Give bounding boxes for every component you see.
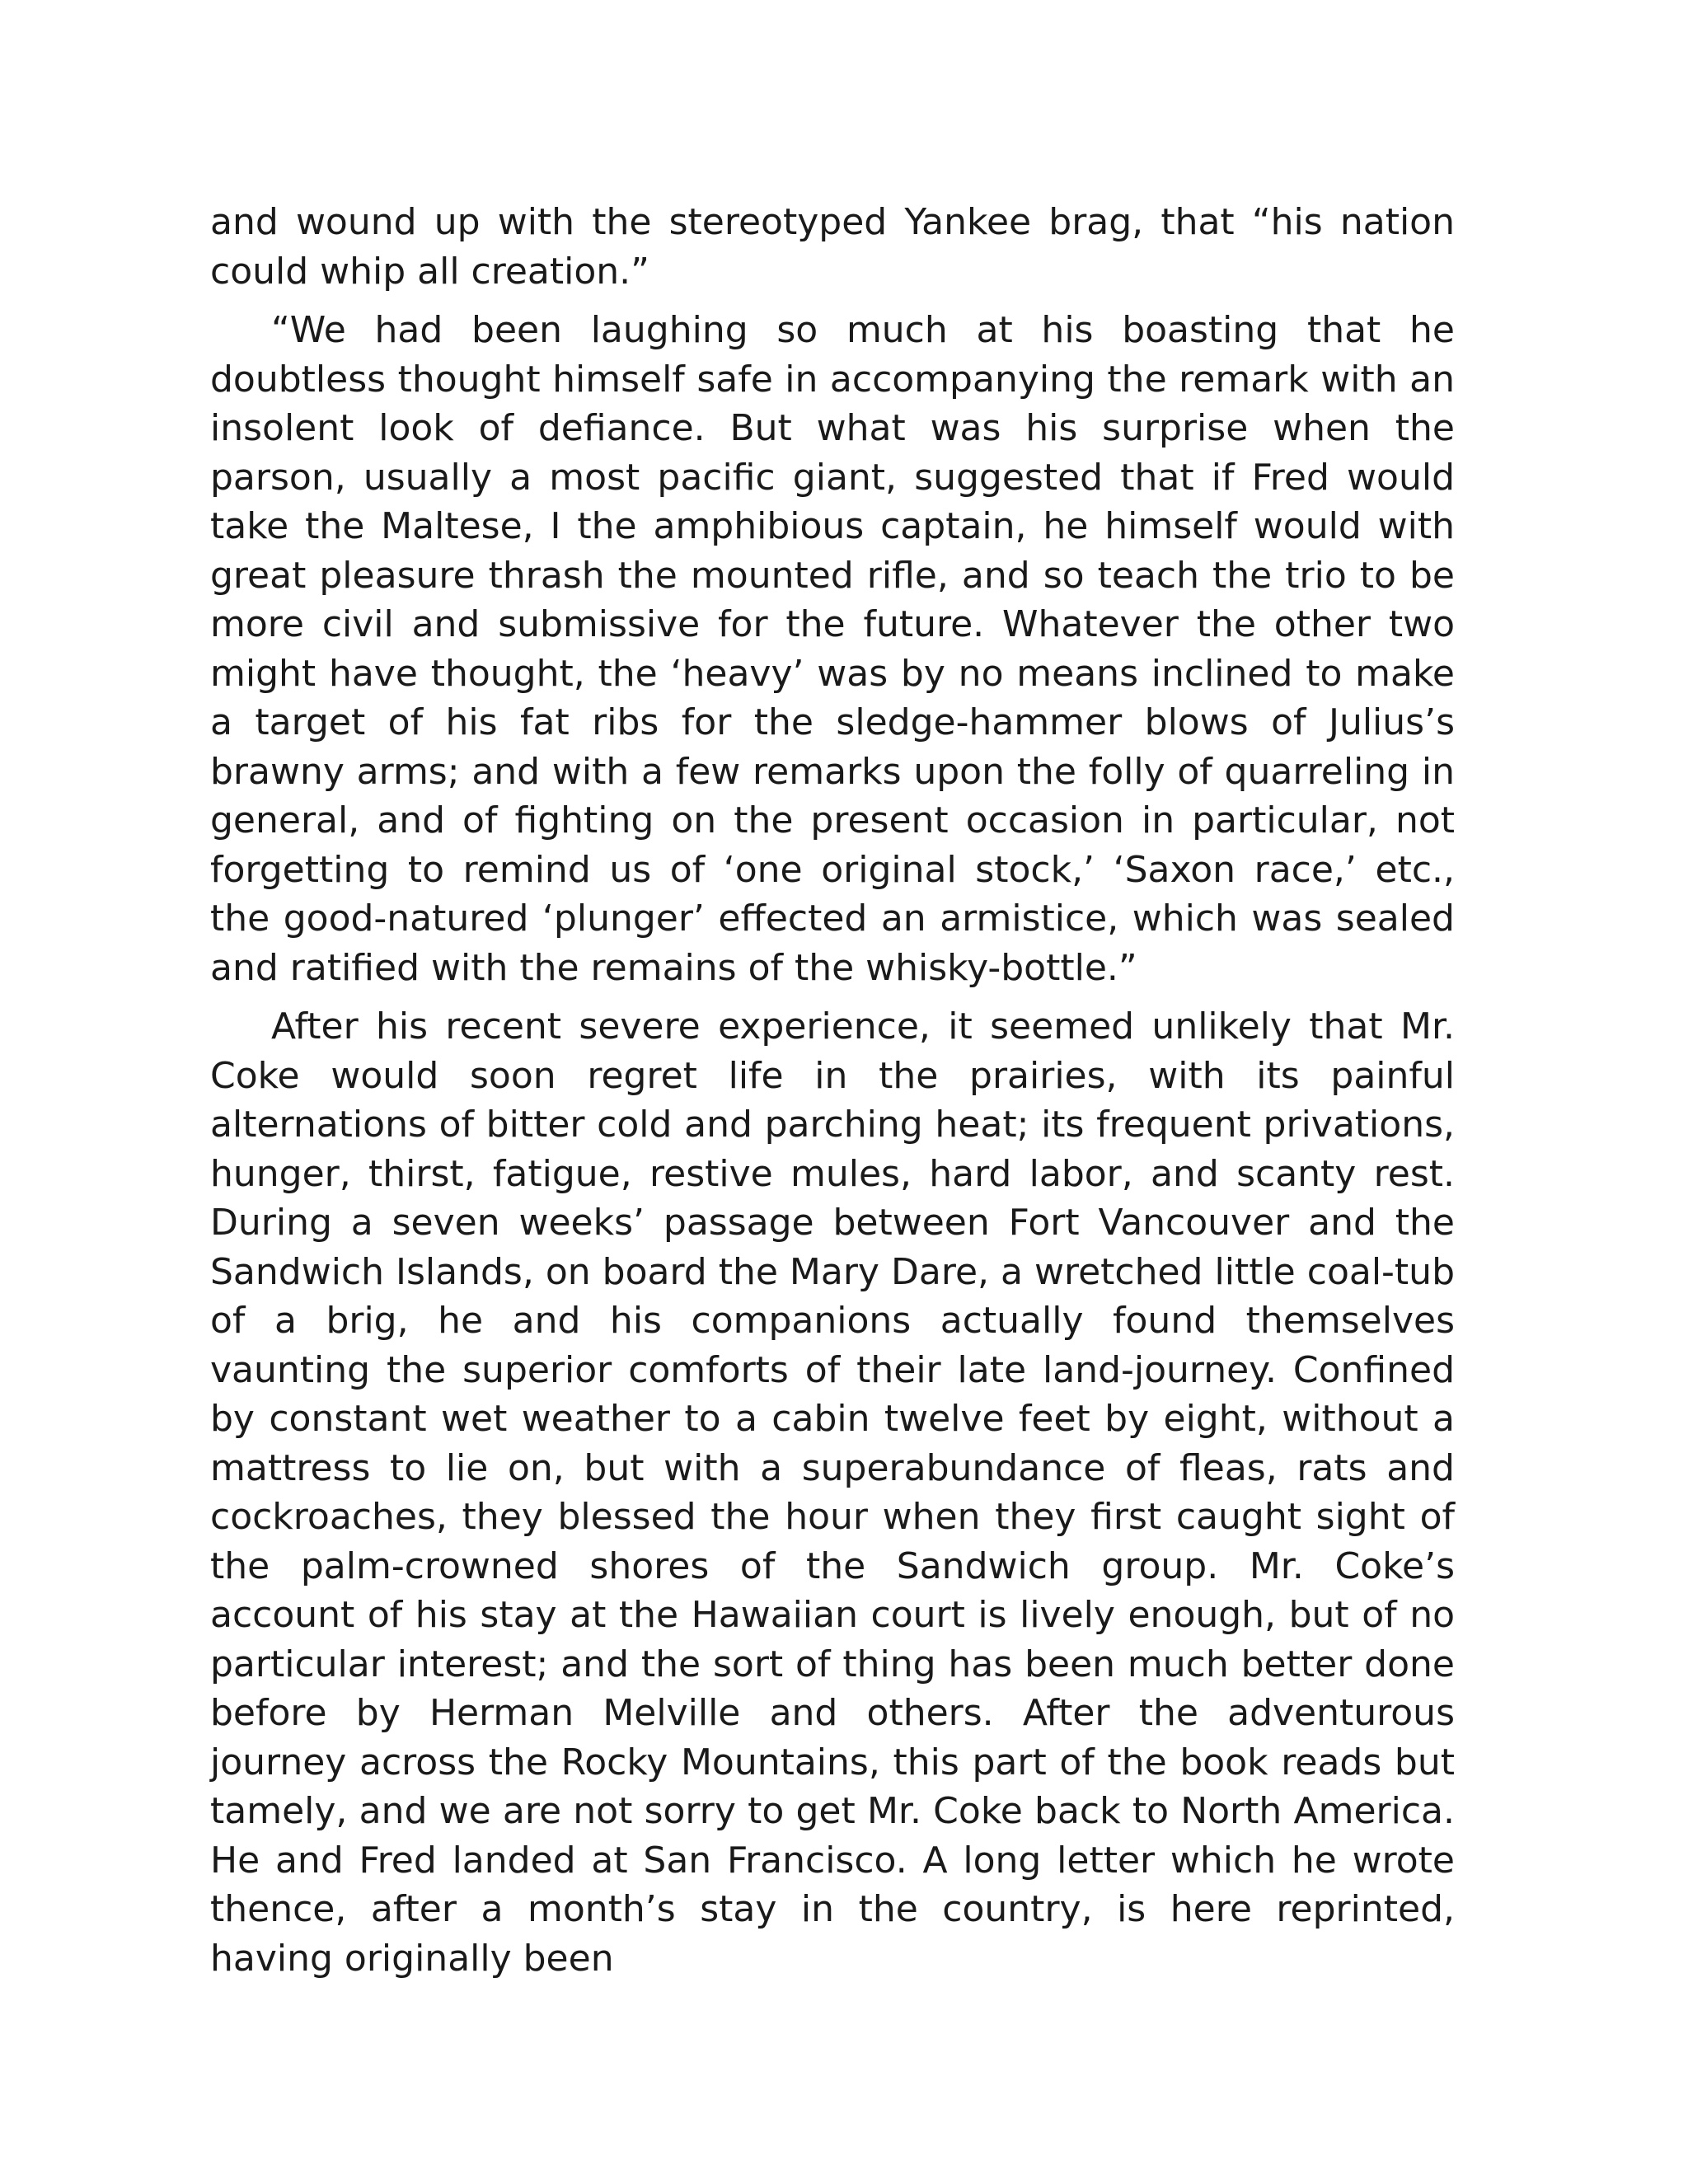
paragraph-narrative: After his recent severe experience, it seemed unlikely that Mr. Coke would soon regret life in the prairies, with its painful alternations of bitter cold and parching heat; its frequent privations, hunger, thirst, fatigue, restive mules, hard labor, and scanty rest. During a seven weeks’ passage between Fort Vancouver and the Sandwich Islands, on board the Mary Dare, a wretched little coal-tub of a brig, he and his companions actually found themselves vaunting the superior comforts of their late land-journey. Confined by constant wet weather to a cabin twelve feet by eight, without a mattress to lie on, but with a superabundance of fleas, rats and cockroaches, they blessed the hour when they first caught sight of the palm-crowned shores of the Sandwich group. Mr. Coke’s account of his stay at the Hawaiian court is lively enough, but of no particular interest; and the sort of thing has been much better done before by Herman Melville and others. After the adventurous journey across the Rocky Mountains, this part of the book reads but tamely, and we are not sorry to get Mr. Coke back to North America. He and Fred landed at San Francisco. A long letter which he wrote thence, after a month’s stay in the country, is here reprinted, having originally been <box>210 1005 1455 1980</box>
document-page <box>210 198 1455 1993</box>
paragraph-quoted-narrative: “We had been laughing so much at his boasting that he doubtless thought himself safe in accompanying the remark with an insolent look of defiance. But what was his surprise when the parson, usually a most pacific giant, suggested that if Fred would take the Maltese, I the amphibious captain, he himself would with great pleasure thrash the mounted rifle, and so teach the trio to be more civil and submissive for the future. Whatever the other two might have thought, the ‘heavy’ was by no means inclined to make a target of his fat ribs for the sledge-hammer blows of Julius’s brawny arms; and with a few remarks upon the folly of quarreling in general, and of fighting on the present occasion in particular, not forgetting to remind us of ‘one original stock,’ ‘Saxon race,’ etc., the good-natured ‘plunger’ effected an armistice, which was sealed and ratified with the remains of the whisky-bottle.” <box>210 309 1455 989</box>
paragraph-continuation: and wound up with the stereotyped Yankee brag, that “his nation could whip all creation.” <box>210 201 1455 293</box>
